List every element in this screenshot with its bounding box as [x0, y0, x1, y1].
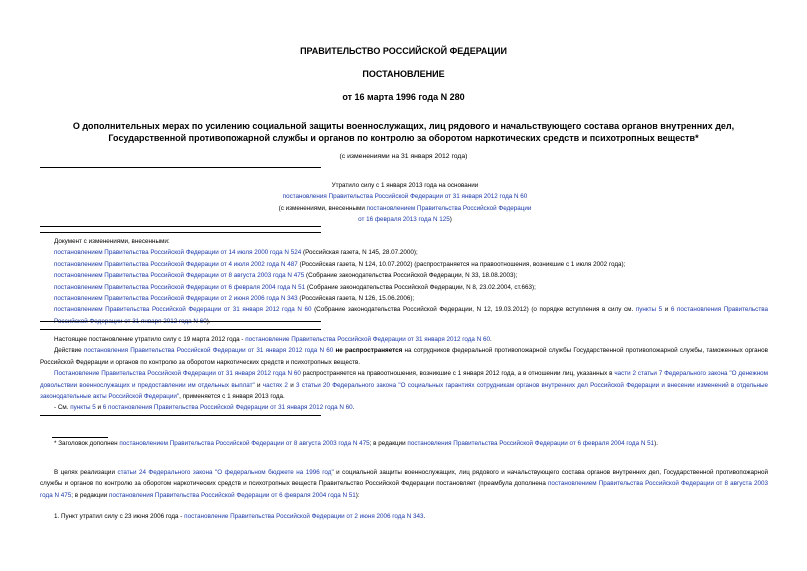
changes-note: (с изменениями на 31 января 2012 года) — [339, 153, 468, 160]
divider — [40, 232, 321, 233]
lost-force-link[interactable]: постановления Правительства Российской Федерации от 31 января 2012 года N 60 — [282, 193, 528, 201]
footnote-link[interactable]: постановления Правительства Российской Федерации от 6 февраля 2004 года N 51 — [407, 440, 655, 447]
amendment-text: (Российская газета, N 126, 15.06.2006); — [297, 295, 415, 303]
body-text: В целях реализации — [54, 469, 118, 476]
amendment-link[interactable]: постановлением Правительства Российской Федерации от 6 февраля 2004 года N 51 — [54, 283, 306, 291]
doc-date-number: от 16 марта 1996 года N 280 — [342, 92, 465, 102]
footnote — [54, 438, 774, 449]
list-item — [54, 270, 768, 281]
lost-force-link-3[interactable]: от 16 февраля 2013 года N 125 — [358, 216, 450, 224]
body-link[interactable]: статьи 24 Федерального закона "О федеральном бюджете на 1996 год" — [117, 469, 334, 476]
note-text: Настоящее постановление утратило силу с 19 марта 2012 года - — [54, 336, 246, 343]
note-link[interactable]: части 2 статьи 7 Федерального закона "О денежном довольствии военнослужащих и предоставлении им отдельных выплат" — [40, 370, 768, 389]
note-link[interactable]: 3 статьи 20 Федерального закона "О социальных гарантиях сотрудникам органов внутренних дел Российской Федерации и внесении изменений в отдельные законодательные акты Российской Федерации" — [40, 381, 768, 401]
footnote-text: ). — [654, 440, 659, 447]
doc-type: ПОСТАНОВЛЕНИЕ — [362, 69, 445, 79]
body-link[interactable]: постановления Правительства Российской Федерации от 6 февраля 2004 года N 51 — [109, 491, 356, 499]
note-text: . — [490, 336, 492, 343]
divider — [40, 167, 321, 168]
body-text: и социальной защиты военнослужащих, лиц рядового и начальствующего состава органов внутренних дел, Государственной противопожарной службы и органов по контролю за оборотом наркотических средств и психотропных веществ Правительство Российской Федерации постановляет (преамбула дополнена — [40, 469, 768, 488]
amendment-text: и — [662, 306, 671, 314]
amendment-text: (Собрание законодательства Российской Федерации, N 8, 23.02.2004, ст.663); — [305, 283, 536, 291]
doc-title-line-1: О дополнительных мерах по усилению социальной защиты военнослужащих, лиц рядового и начальствующего состава органов внутренних дел, — [72, 121, 735, 131]
org-name: ПРАВИТЕЛЬСТВО РОССИЙСКОЙ ФЕДЕРАЦИИ — [300, 46, 507, 56]
note-text: на сотрудников федеральной противопожарной службы Государственной противопожарной службы, таможенных органов Российской Федерации и органов по контролю за оборотом наркотических средств и психотропных веществ. — [40, 347, 768, 366]
amendment-link[interactable]: 6 — [670, 306, 675, 314]
list-item — [54, 282, 768, 293]
footnote-text: ; в редакции — [369, 440, 408, 447]
amendment-link[interactable]: постановлением Правительства Российской Федерации от 14 июля 2000 года N 524 — [54, 249, 302, 257]
note-bold: не распространяется — [333, 347, 403, 355]
amendment-link[interactable]: постановлением Правительства Российской Федерации от 2 июня 2006 года N 343 — [54, 295, 298, 303]
note-text: - См. — [54, 404, 71, 412]
amendment-link[interactable]: постановления Правительства — [677, 306, 768, 314]
note-text: распространяется на правоотношения, возникшие с 1 января 2012 года, а в отношении лиц, указанных в — [300, 370, 615, 378]
doc-title-line-2: Государственной противопожарной службы и органов по контролю за оборотом наркотических средств и психотропных веществ* — [108, 133, 699, 143]
footnote-link[interactable]: постановлением Правительства Российской Федерации от 8 августа 2003 года N 475 — [119, 440, 370, 447]
lost-force-block — [250, 180, 560, 226]
note-text: и — [287, 381, 296, 389]
note-link[interactable]: постановление Правительства Российской Федерации от 31 января 2012 года N 60 — [245, 336, 490, 343]
clause-1 — [54, 511, 768, 522]
note-text: , применяется с 1 января 2013 года. — [179, 393, 285, 401]
amendments-block — [54, 236, 768, 327]
body-text: ): — [355, 491, 360, 499]
amendment-link[interactable]: пункты 5 — [635, 306, 663, 314]
list-item — [54, 247, 768, 258]
notes-block — [40, 334, 768, 414]
amendment-link[interactable]: постановлением Правительства Российской Федерации от 4 июля 2002 года N 487 — [54, 260, 298, 268]
amendment-text: (Российская газета, N 124, 10.07.2002) (распространяется на правоотношения, возникшие с 1 июля 2002 года); — [297, 260, 626, 268]
note-link[interactable]: пункты 5 — [70, 404, 96, 412]
list-item — [54, 304, 768, 327]
amendments-intro: Документ с изменениями, внесенными: — [54, 238, 170, 245]
lost-force-line: Утратило силу с 1 января 2013 года на основании — [331, 182, 479, 189]
amendment-link[interactable]: постановлением Правительства Российской Федерации от 8 августа 2003 года N 475 — [54, 272, 305, 280]
note-text: . — [352, 404, 355, 412]
footnote-text: * Заголовок дополнен — [54, 440, 120, 447]
note-link[interactable]: Постановление Правительства Российской Федерации от 31 января 2012 года N 60 — [54, 370, 301, 378]
lost-force-link-2[interactable]: постановлением Правительства Российской Федерации — [366, 204, 532, 212]
amendment-link[interactable]: постановлением Правительства Российской Федерации от 31 января 2012 года N 60 — [54, 306, 312, 314]
divider — [40, 415, 321, 416]
list-item — [54, 293, 768, 304]
note-link[interactable]: постановления Правительства Российской Федерации от 31 января 2012 года N 60 — [83, 347, 334, 355]
amendment-text: (Собрание законодательства Российской Федерации, N 33, 18.08.2003); — [304, 272, 518, 280]
lost-force-close: ) — [449, 216, 452, 224]
note-text: и — [95, 404, 103, 412]
note-text: и — [254, 381, 263, 389]
body-link[interactable]: постановлением Правительства Российской Федерации от 8 августа 2003 года N 475 — [40, 480, 768, 499]
body-text: ; в редакции — [71, 491, 110, 499]
body-link[interactable]: постановление Правительства Российской Федерации от 2 июня 2006 года N 343 — [184, 513, 424, 520]
body-text: . — [423, 513, 426, 520]
divider — [40, 329, 321, 330]
divider — [40, 226, 321, 227]
note-link[interactable]: 6 постановления Правительства Российской Федерации от 31 января 2012 года N 60 — [102, 404, 353, 412]
note-link[interactable]: частях 2 — [262, 381, 288, 389]
list-item — [54, 259, 768, 270]
body-text: 1. Пункт утратил силу с 23 июня 2006 года - — [54, 513, 185, 520]
lost-force-text: (с изменениями, внесенными — [278, 204, 367, 212]
note-text: Действие — [54, 347, 84, 355]
preamble — [40, 467, 768, 501]
divider — [40, 321, 321, 322]
amendment-text: (Собрание законодательства Российской Федерации, N 12, 19.03.2012) (о порядке вступления в силу см. — [311, 306, 636, 314]
amendment-text: (Российская газета, N 145, 28.07.2000); — [301, 249, 418, 257]
